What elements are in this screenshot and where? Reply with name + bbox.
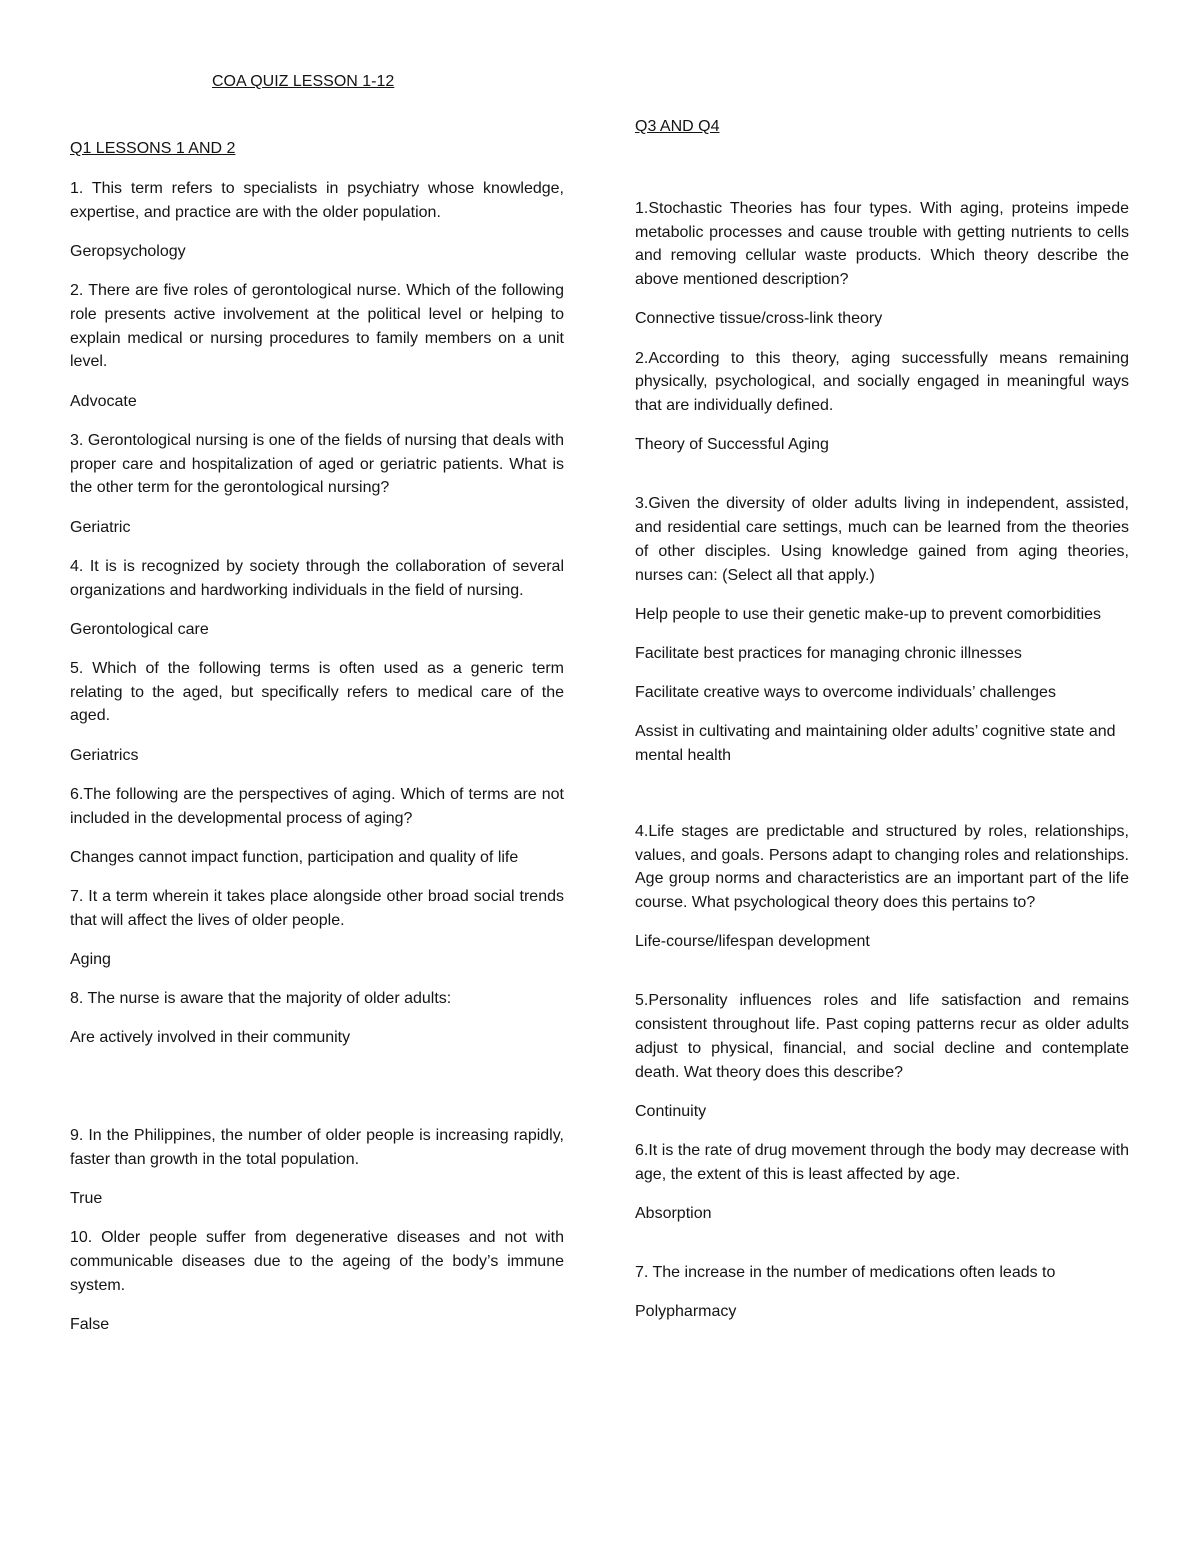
question: 5.Personality influences roles and life satisfaction and remains consistent throughout life. Past coping patterns recur as older adults adjust to physical, financial, and social decline and contemplate death. Wat theory does this describe? [635, 992, 1129, 1081]
question: 2. There are five roles of gerontological nurse. Which of the following role presents active involvement at the political level or helping to explain medical or nursing procedures to family members on a unit level. [70, 281, 564, 371]
question: 6.It is the rate of drug movement through the body may decrease with age, the extent of this is least affected by age. [635, 1142, 1129, 1183]
answer: Advocate [70, 392, 137, 410]
question: 9. In the Philippines, the number of older people is increasing rapidly, faster than growth in the total population. [70, 1127, 564, 1168]
section-heading-q3-q4: Q3 AND Q4 [635, 118, 720, 135]
answer: Changes cannot impact function, participation and quality of life [70, 848, 519, 866]
left-column [70, 137, 564, 1352]
question: 1.Stochastic Theories has four types. With aging, proteins impede metabolic processes and cause trouble with getting nutrients to cells and removing cellular waste products. Which theory describe the above mentioned description? [635, 199, 1129, 289]
answer: True [70, 1190, 103, 1208]
page-title: COA QUIZ LESSON 1-12 [212, 73, 395, 90]
answer: Facilitate best practices for managing chronic illnesses [635, 644, 1022, 662]
answer: Geriatrics [70, 746, 139, 764]
question: 2.According to this theory, aging successfully means remaining physically, psychological, and socially engaged in meaningful ways that are individually defined. [635, 349, 1129, 415]
answer: Geropsychology [70, 242, 186, 260]
answer: Polypharmacy [635, 1302, 737, 1320]
question: 7. The increase in the number of medications often leads to [635, 1263, 1056, 1281]
question: 4. It is is recognized by society through the collaboration of several organizations and hardworking individuals in the field of nursing. [70, 557, 564, 599]
answer: Are actively involved in their community [70, 1029, 351, 1047]
answer: Absorption [635, 1205, 712, 1222]
question: 8. The nurse is aware that the majority of older adults: [70, 990, 452, 1008]
question: 5. Which of the following terms is often used as a generic term relating to the aged, but specifically refers to medical care of the aged. [70, 659, 564, 725]
answer: Facilitate creative ways to overcome individuals’ challenges [635, 684, 1056, 702]
answer: Geriatric [70, 518, 131, 536]
question: 6.The following are the perspectives of aging. Which of terms are not included in the developmental process of aging? [70, 785, 564, 827]
question: 3. Gerontological nursing is one of the fields of nursing that deals with proper care and hospitalization of aged or geriatric patients. What is the other term for the gerontological nursing? [70, 431, 564, 497]
answer: Continuity [635, 1102, 707, 1120]
question: 4.Life stages are predictable and structured by roles, relationships, values, and goals. Persons adapt to changing roles and relationships. Age group norms and characteristics are an important part of the life course. What psychological theory does this pertains to? [635, 822, 1129, 912]
right-column [635, 115, 1129, 1339]
answer: Assist in cultivating and maintaining older adults’ cognitive state and mental health [635, 723, 1116, 765]
answer: Aging [70, 951, 111, 968]
answer: Connective tissue/cross-link theory [635, 310, 883, 328]
answer: Help people to use their genetic make-up to prevent comorbidities [635, 605, 1102, 623]
answer: Life-course/lifespan development [635, 933, 870, 951]
question: 3.Given the diversity of older adults living in independent, assisted, and residential care settings, much can be learned from the theories of other disciples. Using knowledge gained from aging theories, nurses can: (Select all that apply.) [635, 495, 1129, 584]
question: 10. Older people suffer from degenerative diseases and not with communicable diseases due to the ageing of the body’s immune system. [70, 1229, 564, 1294]
section-heading-q1: Q1 LESSONS 1 AND 2 [70, 140, 236, 157]
answer: Gerontological care [70, 620, 209, 638]
answer: False [70, 1316, 110, 1334]
answer: Theory of Successful Aging [635, 436, 829, 454]
question: 7. It a term wherein it takes place alongside other broad social trends that will affect the lives of older people. [70, 888, 564, 929]
question: 1. This term refers to specialists in psychiatry whose knowledge, expertise, and practice are with the older population. [70, 179, 564, 221]
